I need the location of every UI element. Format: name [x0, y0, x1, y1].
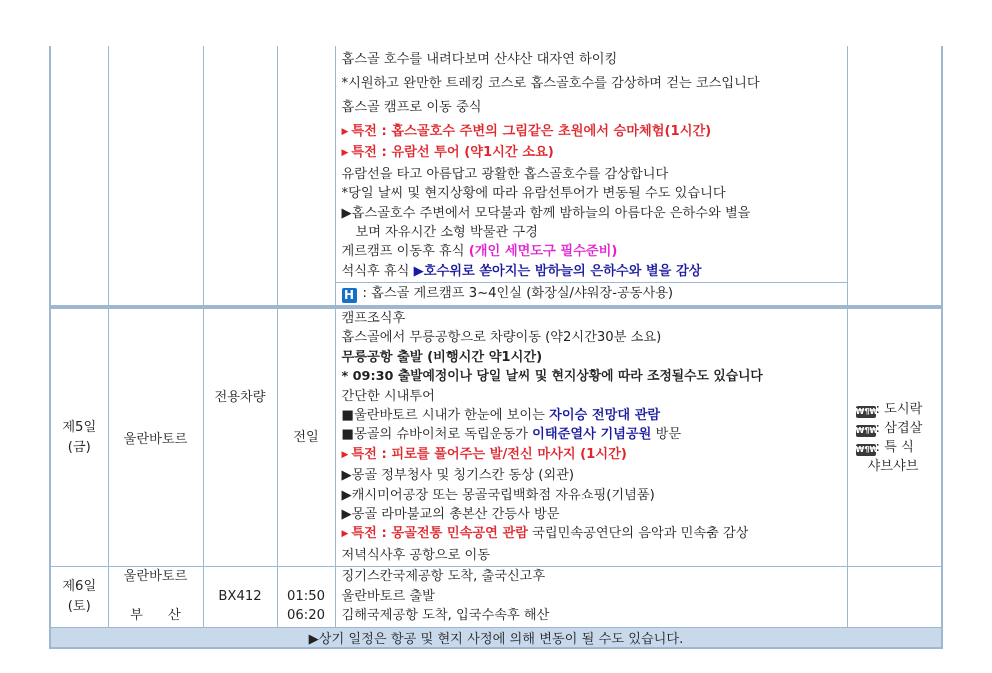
meal-text: : 삼겹살 [875, 420, 923, 436]
fork-knife-icon: ₩¶₩ [855, 444, 879, 454]
special-text: 특전 : 피로를 풀어주는 발/전신 마사지 (1시간) [351, 446, 627, 462]
schedule-line: 홉스골 캠프로 이동 중식 [341, 100, 482, 115]
schedule-line: 홉스골에서 무릉공항으로 차량이동 (약2시간30분 소요) [341, 330, 662, 346]
schedule-line: ▶홉스골호수 주변에서 모닥불과 함께 밤하늘의 아름다운 은하수와 별을 [341, 205, 751, 221]
meal-lunch [856, 419, 942, 438]
time-cell [277, 308, 335, 567]
transport-cell [203, 308, 277, 567]
ger-move-line [342, 242, 841, 261]
meal-cell-empty [847, 46, 942, 306]
day-label: 제6일 [62, 578, 97, 594]
day5-cell [50, 308, 108, 567]
schedule-line: 홉스골 호수를 내려다보며 산샤산 대자연 하이킹 [341, 52, 618, 67]
dinner-text: 석식후 휴식 [341, 263, 414, 279]
schedule-line: 무릉공항 출발 (비행시간 약1시간) [341, 349, 543, 365]
schedule-line: ▶몽골 라마불교의 총본산 간등사 방문 [341, 507, 560, 523]
fork-knife-icon: ₩¶₩ [855, 425, 879, 435]
schedule-line: 징기스칸국제공항 도착, 출국신고후 [341, 569, 546, 585]
weekday-label: (토) [67, 598, 91, 614]
hotel-text: : 홉스골 게르캠프 3~4인실 (화장실/샤워장-공동사용) [362, 286, 674, 302]
triangle-bullet-icon: ▶ [341, 449, 349, 460]
arrival-time: 06:20 [286, 607, 325, 623]
place-destination: 부 산 [130, 608, 181, 624]
meal-breakfast [856, 400, 942, 419]
meal-cell-empty [847, 567, 942, 627]
meal-dinner-detail: 샤브샤브 [867, 458, 919, 474]
weekday-label: (금) [67, 439, 91, 455]
schedule-cell [335, 46, 847, 306]
transport-cell-empty [203, 46, 277, 306]
place-origin: 울란바토르 [123, 569, 188, 585]
time-label: 전일 [293, 430, 319, 445]
itinerary-table-bottom [49, 307, 943, 649]
schedule-line: 캠프조식후 [341, 311, 406, 326]
special-text: 특전 : 몽골전통 민속공연 관람 [351, 526, 528, 542]
zaisan-highlight: 자이승 전망대 관람 [549, 408, 661, 424]
schedule-line: 보며 자유시간 소형 박물관 구경 [355, 225, 538, 241]
schedule-line: ▶캐시미어공장 또는 몽골국립백화점 자유쇼핑(기념품) [341, 487, 655, 503]
schedule-line: *당일 날씨 및 현지상황에 따라 유람선투어가 변동될 수도 있습니다 [341, 186, 726, 202]
departure-time: 01:50 [286, 588, 325, 604]
triangle-bullet-icon: ▶ [341, 148, 349, 159]
meal-text: : 특 식 [875, 439, 914, 455]
hotel-line [336, 282, 847, 304]
special-text: 특전 : 유람선 투어 (약1시간 소요) [351, 145, 554, 161]
schedule-line: ▶몽골 정부청사 및 칭기스칸 동상 (외관) [341, 468, 574, 484]
meal-cell [847, 308, 942, 567]
day-label: 제5일 [62, 419, 97, 435]
schedule-line: 김해국제공항 도착, 입국수속후 해산 [341, 608, 550, 624]
memorial-text: ■몽골의 슈바이처로 독립운동가 [341, 427, 533, 443]
special-line [342, 122, 841, 143]
footer-notice: ▶상기 일정은 항공 및 현지 사정에 의해 변동이 될 수도 있습니다. [50, 627, 942, 648]
dinner-line [342, 262, 841, 281]
day-cell-empty [50, 46, 108, 306]
memorial-tail: 방문 [651, 427, 682, 443]
time-cell-empty [277, 46, 335, 306]
schedule-line: 유람선을 타고 아름답고 광활한 홉스골호수를 감상합니다 [341, 166, 669, 182]
special-line [342, 524, 841, 545]
zaisan-text: ■울란바토르 시내가 한눈에 보이는 [341, 408, 550, 424]
schedule-line: *시원하고 완만한 트레킹 코스로 홉스골호수를 감상하며 걷는 코스입니다 [341, 76, 760, 91]
memorial-highlight: 이태준열사 기념공원 [532, 427, 652, 443]
memorial-line [342, 425, 841, 444]
triangle-bullet-icon: ▶ [341, 529, 349, 540]
ger-note: (개인 세면도구 필수준비) [468, 244, 618, 260]
flight-cell: BX412 [203, 567, 277, 627]
special-text: 특전 : 홉스골호수 주변의 그림같은 초원에서 승마체험(1시간) [351, 124, 712, 139]
meal-dinner [856, 438, 942, 457]
special-line [342, 143, 841, 164]
schedule-line: 울란바토르 출발 [341, 588, 435, 604]
itinerary-table-top [49, 46, 943, 307]
fork-knife-icon: ₩¶₩ [855, 406, 879, 416]
place-cell [108, 567, 203, 627]
schedule-cell [335, 308, 847, 567]
triangle-bullet-icon: ▶ [341, 127, 349, 137]
hotel-icon: H [342, 288, 357, 303]
schedule-line: 저녁식사후 공항으로 이동 [341, 547, 491, 563]
transport-label: 전용차량 [214, 390, 266, 405]
schedule-line: * 09:30 출발예정이나 당일 날씨 및 현지상황에 따라 조정될수도 있습니다 [341, 369, 763, 385]
schedule-cell [335, 567, 847, 627]
zaisan-line [342, 406, 841, 425]
dinner-highlight: ▶호수위로 쏟아지는 밤하늘의 은하수와 별을 감상 [413, 263, 702, 279]
place-cell: 울란바토르 [108, 308, 203, 567]
special-line [342, 445, 841, 466]
meal-text: : 도시락 [875, 401, 923, 417]
ger-move-text: 게르캠프 이동후 휴식 [341, 244, 469, 260]
special-tail: 국립민속공연단의 음악과 민속춤 감상 [527, 526, 749, 542]
flight-time-cell [277, 567, 335, 627]
schedule-line: 간단한 시내투어 [341, 388, 435, 404]
place-cell-empty [108, 46, 203, 306]
day6-cell [50, 567, 108, 627]
